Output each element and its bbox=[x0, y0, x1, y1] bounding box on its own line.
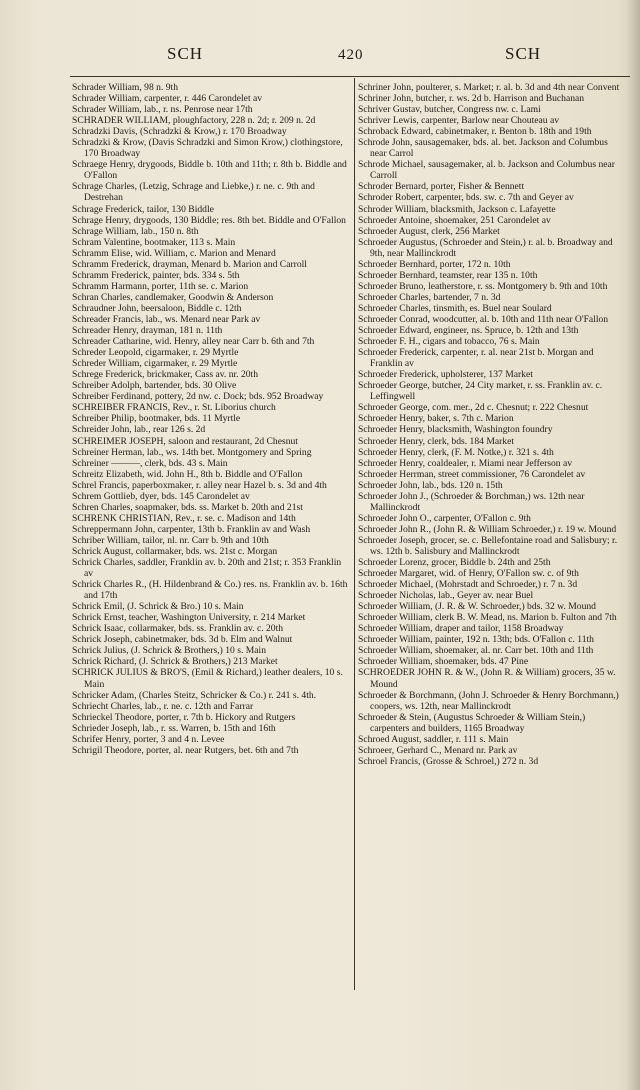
directory-entry: Schreiner ———, clerk, bds. 43 s. Main bbox=[72, 457, 228, 469]
directory-entry: Schroeder Herrman, street commissioner, 76 Carondelet av bbox=[358, 468, 586, 480]
directory-entry: Schrieckel Theodore, porter, r. 7th b. Hickory and Rutgers bbox=[72, 711, 296, 723]
directory-entry: Schroeder Henry, clerk, bds. 184 Market bbox=[358, 435, 515, 447]
directory-entry: Schroeder Henry, coaldealer, r. Miami near Jefferson av bbox=[358, 457, 573, 469]
directory-entry: Schroeder John R., (John R. & William Schroeder,) r. 19 w. Mound bbox=[358, 523, 617, 535]
directory-entry: Schroel Francis, (Grosse & Schroel,) 272 n. 3d bbox=[358, 755, 539, 767]
directory-entry: Schroder Bernard, porter, Fisher & Bennett bbox=[358, 181, 525, 193]
directory-entry: Schreder William, cigarmaker, r. 29 Myrtle bbox=[72, 358, 238, 370]
directory-entry: Schroeder Henry, clerk, (F. M. Notke,) r. 321 s. 4th bbox=[358, 446, 554, 458]
directory-entry: Schrick Charles R., (H. Hildenbrand & Co.) res. ns. Franklin av. b. 16th and 17th bbox=[72, 579, 348, 602]
directory-entry: SCHRADER WILLIAM, ploughfactory, 228 n. 2d; r. 209 n. 2d bbox=[72, 115, 316, 127]
left-column bbox=[72, 82, 351, 756]
directory-entry: Schrifer Henry, porter, 3 and 4 n. Levee bbox=[72, 733, 225, 745]
directory-entry: SCHREIBER FRANCIS, Rev., r. St. Liborius church bbox=[72, 402, 276, 414]
directory-entry: Schriner John, poulterer, s. Market; r. al. b. 3d and 4th near Convent bbox=[358, 82, 620, 93]
directory-entry: Schroeder Conrad, woodcutter, al. b. 10th and 11th near O'Fallon bbox=[358, 313, 609, 325]
directory-entry: Schroeer, Gerhard C., Menard nr. Park av bbox=[358, 744, 518, 756]
directory-entry: Schrieder Joseph, lab., r. ss. Warren, b. 15th and 16th bbox=[72, 722, 276, 734]
directory-entry: Schriner John, butcher, r. ws. 2d b. Harrison and Buchanan bbox=[358, 93, 585, 105]
directory-entry: Schrader William, lab., r. ns. Penrose near 17th bbox=[72, 104, 253, 116]
directory-entry: Schroeder Edward, engineer, ns. Spruce, b. 12th and 13th bbox=[358, 325, 579, 337]
page-edge-shadow bbox=[626, 0, 640, 1090]
directory-entry: Schroeder Bruno, leatherstore, r. ss. Montgomery b. 9th and 10th bbox=[358, 280, 608, 292]
directory-entry: Schroeder John O., carpenter, O'Fallon c. 9th bbox=[358, 512, 531, 524]
directory-entry: Schroeder Lorenz, grocer, Biddle b. 24th and 25th bbox=[358, 557, 551, 569]
directory-entry: Schrick Emil, (J. Schrick & Bro.) 10 s. Main bbox=[72, 601, 244, 613]
directory-entry: Schrode John, sausagemaker, bds. al. bet. Jackson and Columbus near Carrol bbox=[358, 137, 608, 160]
directory-entry: Schreiber Adolph, bartender, bds. 30 Olive bbox=[72, 380, 237, 392]
directory-entry: Schrem Gottlieb, dyer, bds. 145 Carondelet av bbox=[72, 490, 250, 502]
directory-entry: Schreiner Herman, lab., ws. 14th bet. Montgomery and Spring bbox=[72, 446, 312, 458]
directory-entry: Schroeder Nicholas, lab., Geyer av. near Buel bbox=[358, 590, 534, 602]
directory-entry: Schroed August, saddler, r. 111 s. Main bbox=[358, 733, 509, 745]
right-column bbox=[358, 82, 624, 767]
directory-entry: Schroback Edward, cabinetmaker, r. Benton b. 18th and 19th bbox=[358, 126, 592, 138]
directory-entry: SCHROEDER JOHN R. & W., (John R. & William) grocers, 35 w. Mound bbox=[358, 667, 616, 690]
directory-entry: Schroder Robert, carpenter, bds. sw. c. 7th and Geyer av bbox=[358, 192, 574, 204]
directory-entry: Schroeder John J., (Schroeder & Borchman,) ws. 12th near Mallinckrodt bbox=[358, 490, 585, 513]
running-head-right: SCH bbox=[505, 44, 542, 63]
running-head-left: SCH bbox=[167, 44, 204, 63]
directory-entry: Schradzki Davis, (Schradzki & Krow,) r. 170 Broadway bbox=[72, 126, 287, 138]
directory-entry: Schroeder William, draper and tailor, 1158 Broadway bbox=[358, 623, 564, 635]
directory-entry: Schramm Frederick, drayman, Menard b. Marion and Carroll bbox=[72, 258, 307, 270]
directory-entry: Schreitz Elizabeth, wid. John H., 8th b. Biddle and O'Fallon bbox=[72, 468, 303, 480]
directory-entry: Schroeder F. H., cigars and tobacco, 76 s. Main bbox=[358, 336, 540, 348]
directory-entry: Schroeder & Borchmann, (John J. Schroeder & Henry Borchmann,) coopers, ws. 12th, near Mallinckrodt bbox=[358, 689, 619, 712]
directory-entry: Schroeder John, lab., bds. 120 n. 15th bbox=[358, 479, 503, 491]
directory-entry: Schroeder Frederick, upholsterer, 137 Market bbox=[358, 369, 533, 381]
directory-entry: Schrader William, carpenter, r. 446 Carondelet av bbox=[72, 93, 263, 105]
directory-entry: Schroeder William, (J. R. & W. Schroeder,) bds. 32 w. Mound bbox=[358, 601, 596, 613]
directory-entry: Schrick Richard, (J. Schrick & Brothers,) 213 Market bbox=[72, 656, 278, 668]
directory-entry: Schraege Henry, drygoods, Biddle b. 10th and 11th; r. 8th b. Biddle and O'Fallon bbox=[72, 159, 347, 182]
directory-entry: Schroeder Joseph, grocer, se. c. Bellefontaine road and Salisbury; r. ws. 12th b. Salisbury and Mallinckrodt bbox=[358, 534, 618, 557]
directory-entry: Schrick August, collarmaker, bds. ws. 21st c. Morgan bbox=[72, 545, 278, 557]
directory-entry: Schroeder Henry, baker, s. 7th c. Marion bbox=[358, 413, 514, 425]
directory-entry: Schricker Adam, (Charles Steitz, Schricker & Co.) r. 241 s. 4th. bbox=[72, 689, 317, 701]
directory-entry: Schreader Henry, drayman, 181 n. 11th bbox=[72, 325, 223, 337]
directory-entry: Schrage Frederick, tailor, 130 Biddle bbox=[72, 203, 214, 215]
directory-entry: Schroeder Margaret, wid. of Henry, O'Fallon sw. c. of 9th bbox=[358, 568, 579, 580]
directory-entry: SCHRENK CHRISTIAN, Rev., r. se. c. Madison and 14th bbox=[72, 512, 296, 524]
directory-entry: Schrage Charles, (Letzig, Schrage and Liebke,) r. ne. c. 9th and Destrehan bbox=[72, 181, 315, 204]
directory-entry: Schrigil Theodore, porter, al. near Rutgers, bet. 6th and 7th bbox=[72, 744, 299, 756]
directory-entry: Schrick Julius, (J. Schrick & Brothers,) 10 s. Main bbox=[72, 645, 266, 657]
directory-entry: Schrick Isaac, collarmaker, bds. ss. Franklin av. c. 20th bbox=[72, 623, 284, 635]
directory-entry: Schriecht Charles, lab., r. ne. c. 12th and Farrar bbox=[72, 700, 254, 712]
directory-entry: Schramm Elise, wid. William, c. Marion and Menard bbox=[72, 247, 276, 259]
directory-entry: Schrick Ernst, teacher, Washington University, r. 214 Market bbox=[72, 612, 306, 624]
directory-entry: Schroeder Charles, tinsmith, es. Buel near Soulard bbox=[358, 302, 552, 314]
directory-entry: Schroeder Antoine, shoemaker, 251 Carondelet av bbox=[358, 214, 551, 226]
directory-entry: Schrage William, lab., 150 n. 8th bbox=[72, 225, 199, 237]
directory-entry: Schroeder Frederick, carpenter, r. al. near 21st b. Morgan and Franklin av bbox=[358, 347, 594, 370]
directory-entry: Schroeder Bernhard, teamster, rear 135 n. 10th bbox=[358, 269, 538, 281]
directory-entry: Schroeder William, clerk B. W. Mead, ns. Marion b. Fulton and 7th bbox=[358, 612, 617, 624]
directory-entry: Schroeder Charles, bartender, 7 n. 3d bbox=[358, 291, 501, 303]
directory-entry: SCHRICK JULIUS & BRO'S, (Emil & Richard,) leather dealers, 10 s. Main bbox=[72, 667, 343, 690]
directory-entry: Schreiber Ferdinand, pottery, 2d nw. c. Dock; bds. 952 Broadway bbox=[72, 391, 324, 403]
directory-entry: Schroeder Bernhard, porter, 172 n. 10th bbox=[358, 258, 511, 270]
directory-entry: Schroder William, blacksmith, Jackson c. Lafayette bbox=[358, 203, 556, 215]
directory-entry: Schroeder George, com. mer., 2d c. Chesnut; r. 222 Chesnut bbox=[358, 402, 589, 414]
directory-entry: Schroeder & Stein, (Augustus Schroeder & William Stein,) carpenters and builders, 1165 Broadway bbox=[358, 711, 586, 734]
directory-entry: SCHREIMER JOSEPH, saloon and restaurant, 2d Chesnut bbox=[72, 435, 298, 447]
directory-entry: Schroeder William, shoemaker, al. nr. Carr bet. 10th and 11th bbox=[358, 645, 594, 657]
directory-entry: Schreider John, lab., rear 126 s. 2d bbox=[72, 424, 206, 436]
directory-entry: Schroeder Henry, blacksmith, Washington foundry bbox=[358, 424, 553, 436]
directory-entry: Schroeder August, clerk, 256 Market bbox=[358, 225, 500, 237]
directory-entry: Schreiber Philip, bootmaker, bds. 11 Myrtle bbox=[72, 413, 241, 425]
directory-entry: Schreader Francis, lab., ws. Menard near Park av bbox=[72, 313, 261, 325]
page-number: 420 bbox=[338, 47, 364, 63]
directory-entry: Schrader William, 98 n. 9th bbox=[72, 82, 179, 93]
directory-entry: Schramm Harmann, porter, 11th se. c. Marion bbox=[72, 280, 249, 292]
directory-entry: Schrick Joseph, cabinetmaker, bds. 3d b. Elm and Walnut bbox=[72, 634, 293, 646]
directory-entry: Schren Charles, soapmaker, bds. ss. Market b. 20th and 21st bbox=[72, 501, 303, 513]
directory-entry: Schrage Henry, drygoods, 130 Biddle; res. 8th bet. Biddle and O'Fallon bbox=[72, 214, 346, 226]
directory-entry: Schroeder Augustus, (Schroeder and Stein,) r. al. b. Broadway and 9th, near Mallinckrodt bbox=[358, 236, 613, 259]
column-divider bbox=[354, 78, 355, 990]
directory-entry: Schreder Leopold, cigarmaker, r. 29 Myrtle bbox=[72, 347, 239, 359]
directory-entry: Schradzki & Krow, (Davis Schradzki and Simon Krow,) clothingstore, 170 Broadway bbox=[72, 137, 343, 160]
directory-entry: Schram Valentine, bootmaker, 113 s. Main bbox=[72, 236, 236, 248]
directory-entry: Schramm Frederick, painter, bds. 334 s. 5th bbox=[72, 269, 240, 281]
directory-entry: Schroeder George, butcher, 24 City market, r. ss. Franklin av. c. Leffingwell bbox=[358, 380, 603, 403]
directory-entry: Schroeder William, painter, 192 n. 13th; bds. O'Fallon c. 11th bbox=[358, 634, 594, 646]
directory-entry: Schroeder William, shoemaker, bds. 47 Pine bbox=[358, 656, 529, 668]
directory-entry: Schrel Francis, paperboxmaker, r. alley near Hazel b. s. 3d and 4th bbox=[72, 479, 327, 491]
directory-entry: Schriver Lewis, carpenter, Barlow near Chouteau av bbox=[358, 115, 560, 127]
directory-entry: Schran Charles, candlemaker, Goodwin & Anderson bbox=[72, 291, 274, 303]
directory-entry: Schrick Charles, saddler, Franklin av. b. 20th and 21st; r. 353 Franklin av bbox=[72, 557, 342, 580]
directory-entry: Schreader Catharine, wid. Henry, alley near Carr b. 6th and 7th bbox=[72, 336, 315, 348]
header-rule bbox=[70, 76, 630, 77]
directory-entry: Schriver Gustav, butcher, Congress nw. c. Lami bbox=[358, 104, 541, 116]
directory-entry: Schreppermann John, carpenter, 13th b. Franklin av and Wash bbox=[72, 523, 311, 535]
directory-entry: Schraudner John, beersaloon, Biddle c. 12th bbox=[72, 302, 242, 314]
directory-entry: Schroeder Michael, (Mohrstadt and Schroeder,) r. 7 n. 3d bbox=[358, 579, 578, 591]
directory-entry: Schrode Michael, sausagemaker, al. b. Jackson and Columbus near Carroll bbox=[358, 159, 615, 182]
directory-entry: Schrege Frederick, brickmaker, Cass av. nr. 20th bbox=[72, 369, 259, 381]
directory-entry: Schriber William, tailor, nl. nr. Carr b. 9th and 10th bbox=[72, 534, 269, 546]
